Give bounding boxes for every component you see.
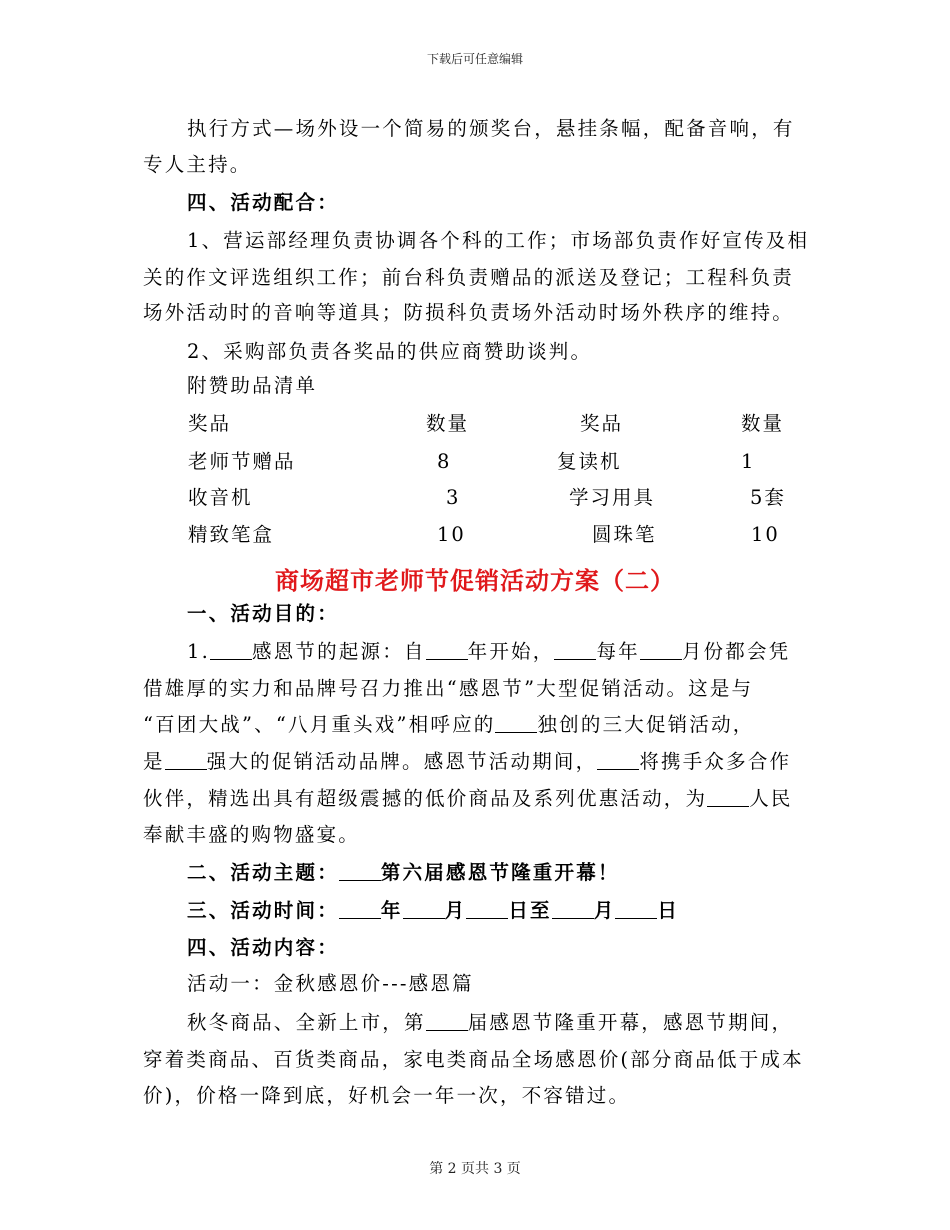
text-fragment: 日至 bbox=[508, 899, 552, 922]
fill-blank bbox=[165, 750, 207, 770]
page-header: 下载后可任意编辑 bbox=[426, 52, 523, 66]
table-cell: 收音机 bbox=[188, 486, 253, 509]
text-fragment: 月 bbox=[444, 899, 467, 922]
text-fragment: 每年 bbox=[596, 640, 640, 663]
table-cell: 5套 bbox=[750, 486, 786, 509]
table-header-prize-2: 奖品 bbox=[580, 412, 624, 435]
table-cell: 8 bbox=[437, 450, 452, 473]
section-heading-purpose: 一、活动目的： bbox=[187, 602, 339, 625]
text-fragment: 独创的三大促销活动， bbox=[537, 713, 755, 736]
cooperation-p2: 2、采购部负责各奖品的供应商赞助谈判。 bbox=[187, 340, 593, 363]
table-cell: 精致笔盒 bbox=[188, 523, 275, 546]
fill-blank bbox=[339, 899, 381, 919]
fill-blank bbox=[339, 861, 381, 881]
text-fragment: 日 bbox=[657, 899, 680, 922]
section-heading-theme: 二、活动主题： bbox=[187, 861, 339, 884]
sponsor-list-title: 附赞助品清单 bbox=[187, 374, 318, 397]
page-footer: 第 2 页共 3 页 bbox=[429, 1161, 521, 1177]
fill-blank bbox=[707, 787, 749, 807]
fill-blank bbox=[554, 640, 596, 660]
table-cell: 10 bbox=[437, 523, 466, 546]
text-fragment: 强大的促销活动品牌。感恩节活动期间， bbox=[206, 750, 598, 773]
table-cell: 1 bbox=[741, 450, 756, 473]
fill-blank bbox=[640, 640, 682, 660]
purpose-line-3 bbox=[143, 712, 803, 738]
table-cell: 圆珠笔 bbox=[592, 523, 657, 546]
table-header-qty-2: 数量 bbox=[741, 412, 785, 435]
purpose-number: 1. bbox=[187, 640, 211, 663]
intro-line-2: 专人主持。 bbox=[143, 153, 252, 176]
text-fragment: 届感恩节隆重开幕，感恩节期间， bbox=[467, 1011, 794, 1034]
table-cell: 老师节赠品 bbox=[188, 450, 296, 473]
purpose-line-2: 借雄厚的实力和品牌号召力推出“感恩节”大型促销活动。这是与 bbox=[143, 677, 754, 700]
text-fragment: 年开始， bbox=[467, 640, 555, 663]
text-fragment: 是 bbox=[143, 750, 165, 773]
theme-text: 第六届感恩节隆重开幕！ bbox=[380, 861, 620, 884]
text-fragment: 秋冬商品、全新上市，第 bbox=[187, 1011, 426, 1034]
table-cell: 复读机 bbox=[557, 450, 622, 473]
content-line-3: 价)，价格一降到底，好机会一年一次，不容错过。 bbox=[143, 1084, 631, 1107]
table-cell: 3 bbox=[446, 486, 461, 509]
section-time bbox=[187, 898, 807, 924]
table-header-prize-1: 奖品 bbox=[188, 412, 232, 435]
cooperation-p1-line-3: 场外活动时的音响等道具；防损科负责场外活动时场外秩序的维持。 bbox=[143, 301, 795, 324]
activity-1-title: 活动一：金秋感恩价---感恩篇 bbox=[187, 972, 474, 995]
text-fragment: 伙伴，精选出具有超级震撼的低价商品及系列优惠活动，为 bbox=[143, 787, 708, 810]
table-header-qty-1: 数量 bbox=[426, 412, 470, 435]
purpose-line-4 bbox=[143, 749, 803, 775]
section-heading-time: 三、活动时间： bbox=[187, 899, 339, 922]
document-title: 商场超市老师节促销活动方案（二） bbox=[275, 566, 675, 595]
cooperation-p1-line-1: 1、营运部经理负责协调各个科的工作；市场部负责作好宣传及相 bbox=[187, 229, 810, 252]
text-fragment: 月 bbox=[593, 899, 616, 922]
fill-blank bbox=[466, 899, 508, 919]
text-fragment: 将携手众多合作 bbox=[639, 750, 792, 773]
section-theme bbox=[187, 860, 807, 886]
section-heading-content: 四、活动内容： bbox=[187, 936, 339, 959]
fill-blank bbox=[495, 713, 537, 733]
content-line-1 bbox=[187, 1010, 807, 1036]
text-fragment: 感恩节的起源：自 bbox=[252, 640, 426, 663]
fill-blank bbox=[552, 899, 594, 919]
text-fragment: 月份都会凭 bbox=[681, 640, 791, 663]
intro-line-1: 执行方式—场外设一个简易的颁奖台，悬挂条幅，配备音响，有 bbox=[187, 117, 795, 140]
purpose-line-5 bbox=[143, 786, 803, 812]
fill-blank bbox=[403, 899, 445, 919]
purpose-line-1 bbox=[187, 639, 807, 665]
cooperation-p1-line-2: 关的作文评选组织工作；前台科负责赠品的派送及登记；工程科负责 bbox=[143, 266, 795, 289]
purpose-line-6: 奉献丰盛的购物盛宴。 bbox=[143, 823, 361, 846]
table-cell: 10 bbox=[751, 523, 780, 546]
section-heading-cooperation: 四、活动配合： bbox=[187, 191, 339, 214]
fill-blank bbox=[615, 899, 657, 919]
text-fragment: 年 bbox=[380, 899, 403, 922]
content-line-2: 穿着类商品、百货类商品，家电类商品全场感恩价(部分商品低于成本 bbox=[143, 1048, 804, 1071]
text-fragment: “百团大战”、“八月重头戏”相呼应的 bbox=[143, 713, 496, 736]
text-fragment: 人民 bbox=[749, 787, 793, 810]
table-cell: 学习用具 bbox=[569, 486, 656, 509]
fill-blank bbox=[426, 1011, 468, 1031]
fill-blank bbox=[597, 750, 639, 770]
fill-blank bbox=[210, 640, 252, 660]
fill-blank bbox=[426, 640, 468, 660]
